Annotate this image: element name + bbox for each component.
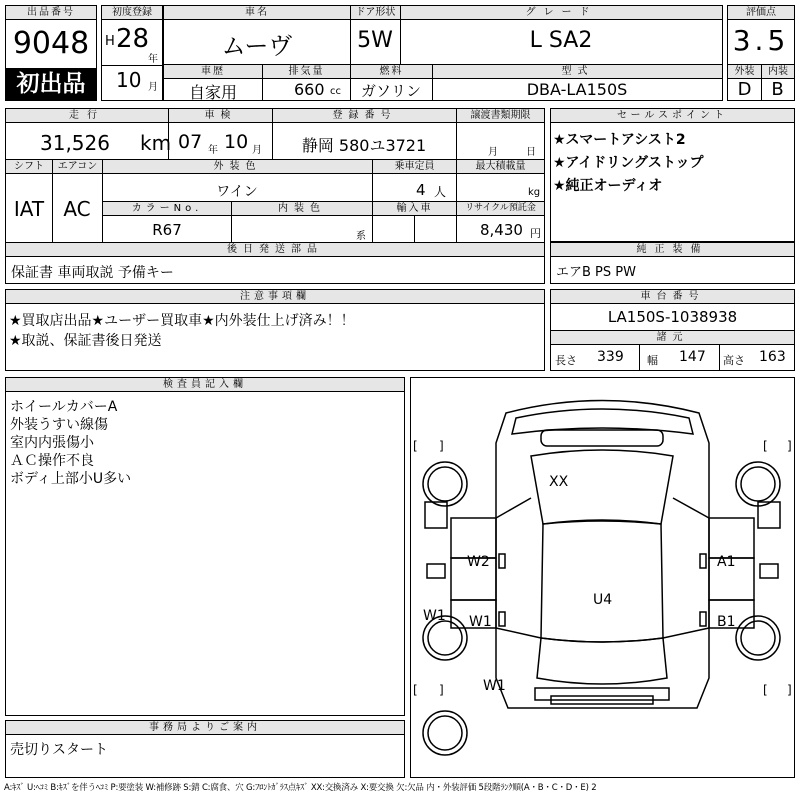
- door-header: ドア形状: [350, 6, 400, 20]
- inspector-line-4: ＡＣ操作不良: [10, 453, 94, 469]
- sales-points-header: セールスポイント: [551, 109, 794, 123]
- model-header: 型式: [432, 65, 722, 79]
- registration-year-unit: 年: [148, 54, 158, 65]
- car-name-header: 車名: [164, 6, 350, 20]
- mark-front-left-door: W2: [467, 554, 490, 570]
- svg-text:]: ]: [439, 439, 444, 453]
- width-label: 幅: [647, 354, 658, 367]
- registration-year: 28: [116, 24, 150, 54]
- svg-text:[: [: [763, 439, 768, 453]
- fuel-type: ガソリン: [360, 82, 421, 100]
- plate-number: 静岡 580ユ3721: [301, 136, 427, 155]
- interior-color-header: 内装色: [231, 202, 372, 216]
- model-code: DBA-LA150S: [526, 80, 628, 99]
- exterior-color: ワイン: [216, 184, 258, 200]
- first-listing-badge: 初出品: [6, 68, 96, 100]
- chassis-header: 車台番号: [551, 290, 794, 304]
- inspector-box: [5, 377, 405, 716]
- vehicle-detail-box: [5, 108, 545, 284]
- notes-header: 注意事項欄: [6, 290, 544, 304]
- mirror-right: [760, 564, 778, 578]
- recycle-value: 8,430: [480, 221, 523, 239]
- svg-text:]: ]: [439, 683, 444, 697]
- sales-point-3: ★純正オーディオ: [553, 178, 663, 194]
- color-no-header: カラーNo.: [103, 202, 231, 216]
- later-parts: 保証書 車両取説 予備キー: [11, 265, 174, 281]
- wheel-rear-right: [736, 616, 780, 660]
- interior-color-unit: 系: [356, 231, 366, 242]
- lot-number: 9048: [12, 26, 90, 61]
- notes-line-1: ★買取店出品★ユーザー買取車★内外装仕上げ済み！！: [9, 313, 355, 329]
- chassis-box: [550, 289, 795, 371]
- shift-header: シフト: [6, 160, 52, 174]
- mileage-header: 走行: [6, 109, 168, 123]
- inspector-header: 検査員記入欄: [6, 378, 404, 392]
- chassis-number: LA150S-1038938: [607, 308, 738, 326]
- vehicle-history: 自家用: [188, 83, 237, 102]
- first-registration-header: 初度登録: [102, 6, 162, 20]
- notes-box: [5, 289, 545, 371]
- history-header: 車歴: [164, 65, 262, 79]
- svg-text:]: ]: [787, 683, 792, 697]
- inspection-month: 10: [224, 131, 249, 153]
- damage-diagram-box: [410, 377, 795, 778]
- lot-box: [5, 5, 97, 101]
- capacity-value: 4: [416, 181, 426, 199]
- inspection-year: 07: [178, 131, 203, 153]
- registration-month: 10: [116, 68, 142, 92]
- fuel-header: 燃料: [350, 65, 432, 79]
- score-box: [727, 5, 795, 101]
- first-registration-box: [101, 5, 163, 101]
- mark-roof: U4: [593, 592, 613, 608]
- displacement-unit: cc: [330, 86, 341, 97]
- mark-rear-left-door: W1: [469, 614, 492, 630]
- displacement-header: 排気量: [262, 65, 350, 79]
- mirror-left: [427, 564, 445, 578]
- equipment-header: 純正装備: [551, 242, 794, 257]
- car-info-box: [163, 5, 723, 101]
- ac-type: AC: [63, 197, 91, 221]
- svg-text:]: ]: [787, 439, 792, 453]
- height-label: 高さ: [723, 354, 745, 367]
- interior-grade-header: 内装: [761, 65, 794, 79]
- shift-type: IAT: [13, 197, 45, 221]
- car-name: ムーヴ: [221, 32, 293, 60]
- wheel-front-left: [423, 462, 467, 506]
- inspector-line-2: 外装うすい線傷: [10, 417, 108, 433]
- recycle-unit: 円: [530, 227, 541, 240]
- plate-header: 登録番号: [272, 109, 456, 123]
- office-box: [5, 720, 405, 778]
- length-label: 長さ: [555, 354, 577, 367]
- equipment-box: [550, 242, 795, 284]
- height-value: 163: [759, 349, 786, 365]
- score-header: 評価点: [728, 6, 794, 20]
- grade: L SA2: [529, 28, 593, 53]
- wheel-front-right: [736, 462, 780, 506]
- office-message: 売切りスタート: [10, 742, 108, 758]
- registration-month-unit: 月: [148, 82, 158, 93]
- sales-point-2: ★アイドリングストップ: [553, 155, 704, 171]
- mileage-value: 31,526: [40, 131, 110, 155]
- import-header: 輸入車: [372, 202, 456, 216]
- specs-header: 諸元: [551, 330, 794, 345]
- inspection-month-unit: 月: [252, 145, 262, 156]
- notes-line-2: ★取説、保証書後日発送: [9, 333, 162, 349]
- capacity-header: 乗車定員: [372, 160, 456, 174]
- length-value: 339: [597, 349, 624, 365]
- inspector-line-5: ボディ上部小U多い: [10, 471, 132, 487]
- ac-header: エアコン: [52, 160, 102, 174]
- color-no: R67: [152, 221, 182, 239]
- equipment-list: エアB PS PW: [556, 265, 636, 280]
- transfer-day-unit: 日: [526, 147, 536, 158]
- max-load-unit: kg: [528, 187, 541, 198]
- lot-header: 出品番号: [6, 6, 96, 20]
- legend: A:ｷｽﾞ U:ﾍｺﾐ B:ｷｽﾞを伴うﾍｺﾐ P:要塗装 W:補修跡 S:錆 C:腐食、穴 G:ﾌﾛﾝﾄｶﾞﾗｽ点ｷｽﾞ XX:交換済み X:要交換 欠:欠品 内・外装評価 5段階ﾗﾝｸ順(A・B・C・D・E) 2: [4, 783, 597, 793]
- later-parts-header: 後日発送部品: [6, 243, 544, 257]
- transfer-month-unit: 月: [488, 147, 498, 158]
- transfer-header: 譲渡書類期限: [456, 109, 544, 123]
- wheel-spare: [423, 711, 467, 755]
- svg-text:[: [: [763, 683, 768, 697]
- svg-text:[: [: [413, 683, 418, 697]
- inspector-line-3: 室内内張傷小: [10, 435, 94, 451]
- exterior-grade: D: [737, 79, 752, 100]
- width-value: 147: [679, 349, 706, 365]
- mark-rear-right-door: B1: [717, 614, 736, 630]
- capacity-unit: 人: [434, 185, 447, 199]
- mileage-unit: km: [140, 131, 172, 155]
- sales-point-1: ★スマートアシスト2: [553, 132, 686, 148]
- exterior-grade-header: 外装: [728, 65, 761, 79]
- score-value: 3.5: [732, 24, 790, 57]
- inspector-line-1: ホイールカバーA: [10, 399, 118, 415]
- mark-front-right-door: A1: [717, 554, 736, 570]
- sales-points-box: [550, 108, 795, 242]
- office-header: 事務局よりご案内: [6, 721, 404, 735]
- mark-left-panel: W1: [423, 608, 446, 624]
- max-load-header: 最大積載量: [456, 160, 544, 174]
- mark-rear: W1: [483, 678, 506, 694]
- inspection-year-unit: 年: [208, 145, 218, 156]
- door-type: 5W: [357, 28, 393, 53]
- recycle-header: リサイクル預託金: [456, 202, 544, 216]
- interior-grade: B: [771, 79, 784, 100]
- grade-header: グレード: [400, 6, 722, 20]
- exterior-color-header: 外装色: [102, 160, 372, 174]
- mark-hood: XX: [549, 474, 569, 490]
- svg-text:[: [: [413, 439, 418, 453]
- era-letter: H: [105, 34, 115, 49]
- displacement-value: 660: [294, 80, 325, 99]
- inspection-header: 車検: [168, 109, 272, 123]
- car-damage-diagram: [411, 378, 794, 777]
